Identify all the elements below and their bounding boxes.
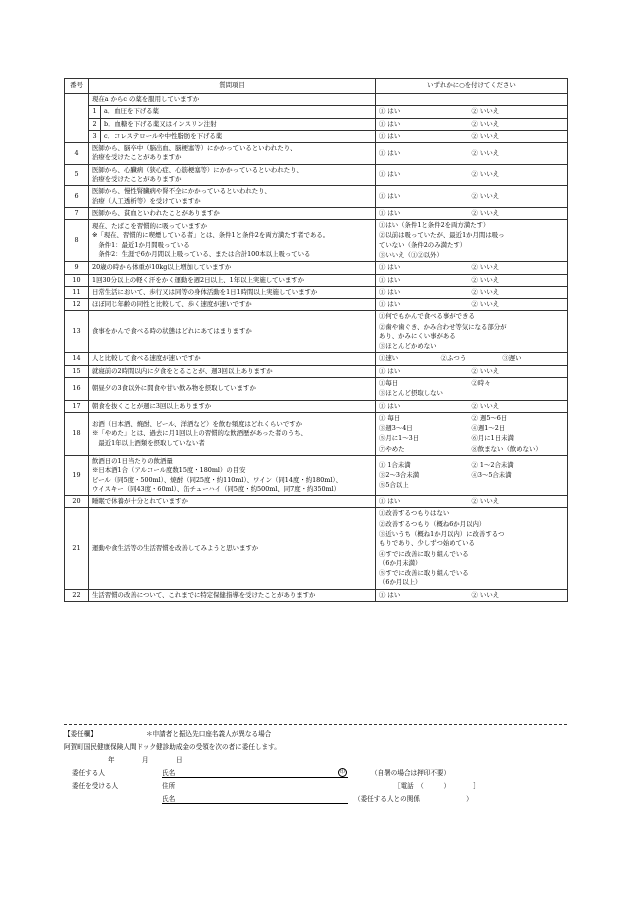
answer-choices bbox=[379, 354, 564, 363]
question-text: 朝昼夕の3食以外に間食や甘い飲み物を摂取していますか bbox=[92, 384, 256, 393]
answer-choices bbox=[379, 379, 564, 399]
answer-option[interactable]: ② いいえ bbox=[471, 275, 500, 284]
answer-option[interactable]: ② いいえ bbox=[471, 300, 500, 309]
question-number: 10 bbox=[65, 274, 89, 286]
question-text: 飲酒日の1日当たりの飲酒量 ※日本酒1合（アルコール度数15度・180ml）の目安 ビール（同5度・500ml）、焼酎（同25度・約110ml）、ワイン（同14度・約180ml）、 ウイスキー（同43度・60ml）、缶チューハイ（同5度・約500ml、同7度・約350ml） bbox=[92, 457, 342, 493]
date-day: 日 bbox=[176, 756, 183, 764]
answer-option[interactable]: ② いいえ bbox=[471, 590, 500, 599]
answer-option[interactable]: ① はい bbox=[379, 191, 401, 200]
question-text: 医師から、脳卒中（脳出血、脳梗塞等）にかかっているといわれたり、 治療を受けたことがありますか bbox=[92, 144, 297, 162]
delegatee-name-field[interactable] bbox=[162, 793, 348, 804]
question-text: 1回30分以上の軽く汗をかく運動を週2日以上、1年以上実施していますか bbox=[92, 275, 305, 284]
question-row bbox=[65, 378, 568, 401]
question-text: 現在a からc の薬を服用していますか bbox=[92, 95, 200, 103]
question-row bbox=[65, 106, 568, 118]
question-number: 11 bbox=[65, 286, 89, 298]
answer-choices bbox=[379, 276, 564, 285]
answer-choices bbox=[379, 170, 564, 179]
answer-option[interactable]: ④週1～2日 bbox=[471, 424, 506, 433]
question-number: 9 bbox=[65, 262, 89, 274]
delegatee-label: 委任を受ける人 bbox=[72, 782, 119, 790]
answer-option[interactable]: ② いいえ bbox=[471, 170, 500, 179]
delegation-statement: 阿賀町国民健康保険人間ドック健診助成金の受領を次の者に委任します。 bbox=[64, 743, 281, 751]
answer-choices bbox=[379, 312, 564, 351]
question-row bbox=[65, 262, 568, 274]
answer-cell bbox=[376, 94, 568, 106]
answer-choices bbox=[379, 107, 564, 116]
answer-option[interactable]: ② いいえ bbox=[471, 148, 500, 157]
question-row bbox=[65, 130, 568, 142]
question-number: 21 bbox=[65, 508, 89, 589]
answer-option[interactable]: ② 1～2合未満 bbox=[471, 460, 514, 469]
question-sub-number: 2 bbox=[89, 118, 101, 130]
answer-option[interactable]: ① はい bbox=[379, 107, 401, 116]
question-number: 14 bbox=[65, 353, 89, 365]
answer-option[interactable]: ①毎日 bbox=[379, 379, 399, 388]
answer-option[interactable]: ② いいえ bbox=[471, 107, 500, 116]
question-sub-number: 3 bbox=[89, 130, 101, 142]
answer-option[interactable]: ②以前は吸っていたが、最近1か月間は吸っ ていない（条件2のみ満たす） bbox=[379, 231, 505, 249]
question-row bbox=[65, 220, 568, 262]
answer-cell bbox=[376, 456, 568, 496]
answer-option[interactable]: ① はい bbox=[379, 275, 401, 284]
question-row bbox=[65, 274, 568, 286]
answer-cell bbox=[376, 378, 568, 401]
answer-cell bbox=[376, 106, 568, 118]
question-number: 7 bbox=[65, 207, 89, 219]
question-row bbox=[65, 456, 568, 496]
answer-option[interactable]: ②ふつう bbox=[440, 354, 467, 363]
answer-option[interactable]: ② いいえ bbox=[471, 287, 500, 296]
question-row bbox=[65, 353, 568, 365]
answer-option[interactable]: ③近いうち（概ね1か月以内）に改善するつ もりであり、少しずつ始めている bbox=[379, 529, 505, 548]
answer-option[interactable]: ③遅い bbox=[502, 354, 522, 363]
answer-option[interactable]: ③いいえ（①②以外） bbox=[379, 250, 443, 259]
answer-option[interactable]: ②時々 bbox=[471, 379, 491, 388]
answer-option[interactable]: ② いいえ bbox=[471, 497, 500, 506]
answer-option[interactable]: ③週3～4日 bbox=[379, 424, 413, 433]
answer-option[interactable]: ①改善するつもりはない bbox=[379, 509, 450, 518]
answer-option[interactable]: ① はい bbox=[379, 263, 401, 272]
answer-choices bbox=[379, 209, 564, 218]
answer-option[interactable]: ② いいえ bbox=[471, 119, 500, 128]
answer-choices bbox=[379, 120, 564, 129]
question-sub-number: 1 bbox=[89, 106, 101, 118]
question-text: c．コレステロールや中性脂肪を下げる薬 bbox=[104, 131, 223, 140]
answer-choices bbox=[379, 132, 564, 141]
answer-option[interactable]: ② 週5～6日 bbox=[471, 413, 508, 422]
answer-option[interactable]: ② いいえ bbox=[471, 263, 500, 272]
answer-option[interactable]: ⑦やめた bbox=[379, 444, 405, 453]
answer-choices bbox=[379, 263, 564, 272]
question-text: 就寝前の2時間以内に夕食をとることが、週3回以上ありますか bbox=[92, 366, 273, 375]
question-text: 生活習慣の改善について、これまでに特定保健指導を受けたことがありますか bbox=[92, 590, 316, 599]
seal-mark: 印 bbox=[339, 769, 345, 775]
answer-option[interactable]: ⑤5合以上 bbox=[379, 481, 409, 490]
question-text: b．血糖を下げる薬又はインスリン注射 bbox=[104, 119, 217, 128]
cut-line bbox=[64, 724, 567, 725]
answer-cell bbox=[376, 164, 568, 186]
question-row bbox=[65, 143, 568, 165]
answer-option[interactable]: ⑧飲まない（飲めない） bbox=[471, 444, 542, 453]
answer-option[interactable]: ① はい bbox=[379, 287, 401, 296]
question-row bbox=[65, 508, 568, 589]
question-number: 8 bbox=[65, 220, 89, 262]
answer-cell bbox=[376, 274, 568, 286]
answer-choices bbox=[379, 402, 564, 411]
question-row bbox=[65, 286, 568, 298]
question-row bbox=[65, 412, 568, 455]
question-row bbox=[65, 365, 568, 377]
question-text: 食事をかんで食べる時の状態はどれにあてはまりますか bbox=[92, 327, 252, 336]
answer-choices bbox=[379, 414, 564, 454]
answer-option[interactable]: ② いいえ bbox=[471, 131, 500, 140]
question-number: 6 bbox=[65, 186, 89, 208]
answer-option[interactable]: ②歯や歯ぐき、かみ合わせ等気になる部分が あり、かみにくい事がある bbox=[379, 322, 507, 340]
answer-option[interactable]: ① はい bbox=[379, 497, 401, 506]
answer-option[interactable]: ①速い bbox=[379, 354, 399, 363]
question-row bbox=[65, 311, 568, 353]
question-text: 医師から、慢性腎臓病や腎不全にかかっているといわれたり、 治療（人工透析等）を受けていますか bbox=[92, 187, 271, 205]
answer-choices bbox=[379, 192, 564, 201]
answer-option[interactable]: ① はい bbox=[379, 208, 401, 217]
question-number bbox=[65, 94, 89, 143]
header-no: 番号 bbox=[65, 79, 89, 94]
question-number: 13 bbox=[65, 311, 89, 353]
answer-cell bbox=[376, 311, 568, 353]
answer-option[interactable]: ① はい bbox=[379, 148, 401, 157]
question-number: 19 bbox=[65, 456, 89, 496]
answer-cell bbox=[376, 186, 568, 208]
delegatee-relation[interactable]: （委任する人との関係 ） bbox=[354, 795, 473, 803]
answer-option[interactable]: ② いいえ bbox=[471, 401, 500, 410]
answer-cell bbox=[376, 353, 568, 365]
questionnaire bbox=[64, 78, 567, 602]
answer-option[interactable]: ①何でもかんで食べる事ができる bbox=[379, 312, 475, 321]
question-number: 5 bbox=[65, 164, 89, 186]
question-row bbox=[65, 118, 568, 130]
question-text: 医師から、貧血といわれたことがありますか bbox=[92, 208, 220, 217]
table-header bbox=[65, 79, 568, 94]
answer-cell bbox=[376, 143, 568, 165]
header-answer: いずれかに○を付けてください bbox=[376, 79, 568, 94]
question-row bbox=[65, 94, 568, 106]
question-row bbox=[65, 299, 568, 311]
answer-cell bbox=[376, 207, 568, 219]
answer-option[interactable]: ② いいえ bbox=[471, 208, 500, 217]
question-row bbox=[65, 207, 568, 219]
question-text: a．血圧を下げる薬 bbox=[104, 107, 159, 116]
answer-cell bbox=[376, 496, 568, 508]
answer-cell bbox=[376, 412, 568, 455]
date-year: 年 bbox=[108, 756, 115, 764]
date-month: 月 bbox=[142, 756, 149, 764]
question-text: 日常生活において、歩行又は同等の身体活動を1日1時間以上実施していますか bbox=[92, 287, 318, 296]
answer-cell bbox=[376, 400, 568, 412]
question-text: 人と比較して食べる速度が速いですか bbox=[92, 354, 201, 363]
question-number: 17 bbox=[65, 400, 89, 412]
question-number: 20 bbox=[65, 496, 89, 508]
answer-choices bbox=[379, 288, 564, 297]
answer-choices bbox=[379, 461, 564, 491]
answer-option[interactable]: ③ほとんどかめない bbox=[379, 342, 437, 351]
answer-option[interactable]: ④すでに改善に取り組んでいる （6か月未満） bbox=[379, 549, 469, 567]
question-number: 16 bbox=[65, 378, 89, 401]
answer-choices bbox=[379, 221, 564, 260]
answer-cell bbox=[376, 589, 568, 601]
answer-option[interactable]: ⑤すでに改善に取り組んでいる （6か月以上） bbox=[379, 569, 469, 587]
answer-choices bbox=[379, 300, 564, 309]
question-text: 運動や食生活等の生活習慣を改善してみようと思いますか bbox=[92, 543, 259, 552]
answer-cell bbox=[376, 299, 568, 311]
answer-option[interactable]: ① はい bbox=[379, 590, 401, 599]
answer-option[interactable]: ②改善するつもり（概ね6か月以内） bbox=[379, 519, 486, 528]
answer-option[interactable]: ③ほとんど摂取しない bbox=[379, 389, 443, 398]
answer-option[interactable]: ① はい bbox=[379, 401, 401, 410]
answer-option[interactable]: ① はい bbox=[379, 300, 401, 309]
question-number: 22 bbox=[65, 589, 89, 601]
question-text: 朝食を抜くことが週に3回以上ありますか bbox=[92, 401, 212, 410]
answer-option[interactable]: ① 1合未満 bbox=[379, 460, 411, 469]
answer-choices bbox=[379, 367, 564, 376]
answer-choices bbox=[379, 149, 564, 158]
answer-cell bbox=[376, 220, 568, 262]
question-text: 現在、たばこを習慣的に吸っていますか ※「現在、習慣的に喫煙している者」とは、条件1と条件2を両方満たす者である。 条件1：最近1か月間吸っている 条件2：生涯で6か月間以上吸っている、または合計100本以上吸っている bbox=[92, 222, 330, 258]
answer-choices bbox=[379, 509, 564, 587]
question-row bbox=[65, 400, 568, 412]
answer-choices bbox=[379, 591, 564, 600]
question-row bbox=[65, 589, 568, 601]
question-text: 睡眠で休養が十分とれていますか bbox=[92, 497, 188, 506]
answer-option[interactable]: ② いいえ bbox=[471, 366, 500, 375]
answer-choices bbox=[379, 497, 564, 506]
answer-cell bbox=[376, 508, 568, 589]
answer-option[interactable]: ① はい bbox=[379, 170, 401, 179]
delegator-label: 委任する人 bbox=[72, 769, 105, 777]
answer-option[interactable]: ① はい bbox=[379, 119, 401, 128]
answer-option[interactable]: ① はい bbox=[379, 131, 401, 140]
question-row bbox=[65, 496, 568, 508]
answer-option[interactable]: ① はい bbox=[379, 366, 401, 375]
delegatee-address-label: 住所 bbox=[162, 782, 176, 790]
answer-cell bbox=[376, 130, 568, 142]
seal-note: （自署の場合は押印不要） bbox=[371, 769, 451, 777]
answer-option[interactable]: ④3～5合未満 bbox=[471, 470, 512, 479]
answer-cell bbox=[376, 286, 568, 298]
answer-option[interactable]: ⑤月に1～3日 bbox=[379, 434, 420, 443]
question-row bbox=[65, 164, 568, 186]
delegation-section bbox=[64, 724, 567, 806]
delegatee-name-label: 氏名 bbox=[162, 795, 176, 803]
question-number: 15 bbox=[65, 365, 89, 377]
answer-option[interactable]: ⑥月に1日未満 bbox=[471, 434, 514, 443]
question-text: 20歳の時から体重が10kg以上増加していますか bbox=[92, 263, 232, 272]
delegatee-phone[interactable]: ［電話 （ ） ］ bbox=[394, 782, 480, 790]
question-number: 4 bbox=[65, 143, 89, 165]
delegator-name-field[interactable] bbox=[162, 767, 348, 778]
delegator-name-label: 氏名 bbox=[162, 769, 176, 777]
answer-option[interactable]: ① 毎日 bbox=[379, 413, 401, 422]
question-number: 18 bbox=[65, 412, 89, 455]
questionnaire-table bbox=[64, 78, 568, 602]
question-text: お酒（日本酒、焼酎、ビール、洋酒など）を飲む頻度はどれくらいですか ※「やめた」とは、過去に月1回以上の習慣的な飲酒歴があった者のうち、 最近1年以上酒類を摂取していない者 bbox=[92, 420, 307, 447]
answer-option[interactable]: ③2～3合未満 bbox=[379, 470, 420, 479]
answer-option[interactable]: ② いいえ bbox=[471, 191, 500, 200]
header-question: 質問項目 bbox=[89, 79, 376, 94]
answer-option[interactable]: ①はい（条件1と条件2を両方満たす） bbox=[379, 221, 490, 230]
question-text: 医師から、心臓病（狭心症、心筋梗塞等）にかかっているといわれたり、 治療を受けたことがありますか bbox=[92, 165, 303, 183]
delegation-title: 【委任欄】 bbox=[64, 730, 97, 738]
question-row bbox=[65, 186, 568, 208]
question-number: 12 bbox=[65, 299, 89, 311]
answer-cell bbox=[376, 118, 568, 130]
answer-cell bbox=[376, 262, 568, 274]
answer-cell bbox=[376, 365, 568, 377]
question-text: ほぼ同じ年齢の同性と比較して、歩く速度が速いですか bbox=[92, 300, 252, 309]
delegation-note: ＊申請者と振込先口座名義人が異なる場合 bbox=[146, 730, 272, 738]
